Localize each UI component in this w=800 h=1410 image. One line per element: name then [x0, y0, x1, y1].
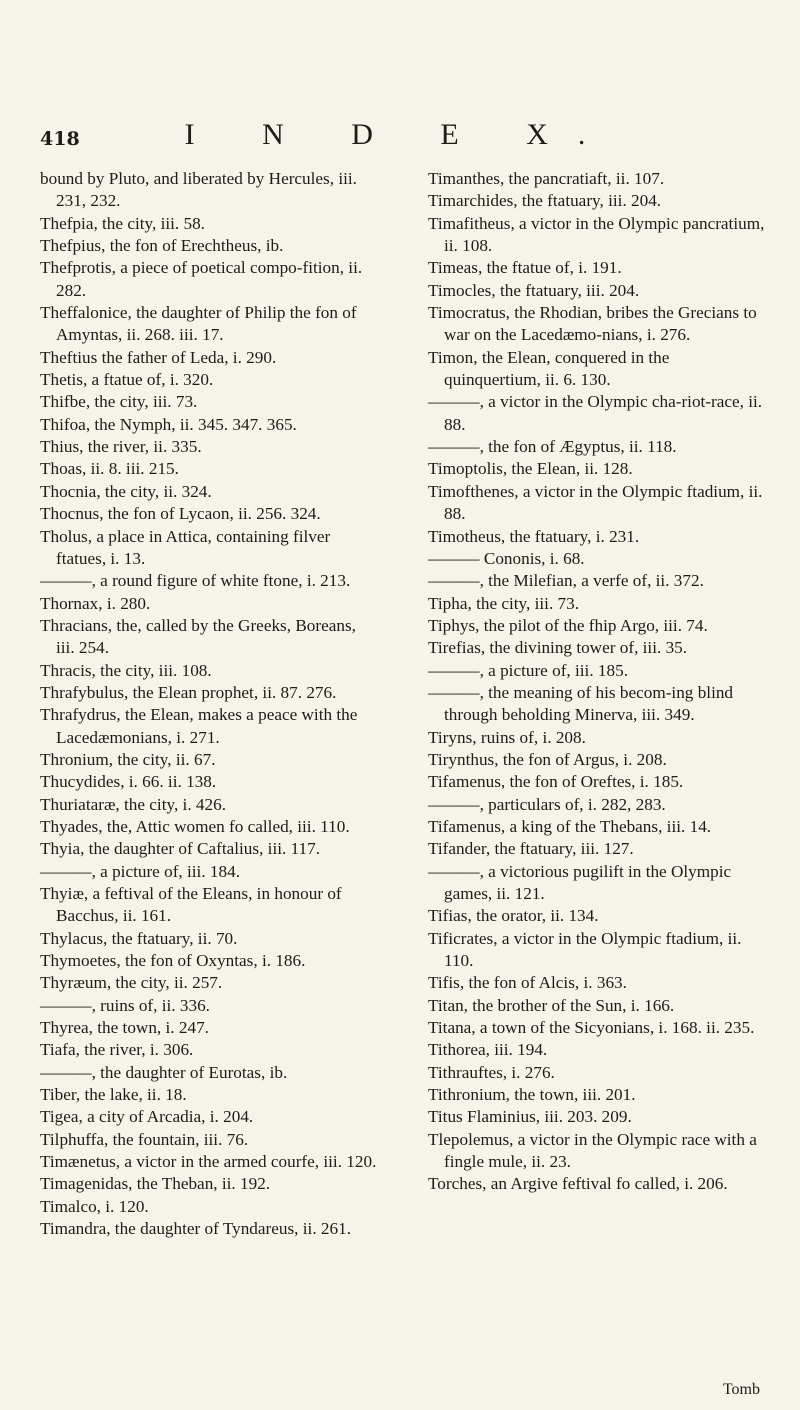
index-entry: Thifoa, the Nymph, ii. 345. 347. 365.	[40, 414, 297, 434]
catchword: Tomb	[722, 1381, 760, 1398]
index-entry: Thocnus, the fon of Lycaon, ii. 256. 324.	[40, 504, 321, 524]
index-entry: Thoas, ii. 8. iii. 215.	[40, 459, 179, 479]
index-entry: Tifander, the ftatuary, iii. 127.	[428, 839, 634, 859]
index-entry: Tifis, the fon of Alcis, i. 363.	[428, 973, 627, 993]
index-entry: Thyræum, the city, ii. 257.	[40, 973, 223, 993]
index-entry: Thornax, i. 280.	[40, 593, 151, 613]
index-entry: ———, the meaning of his becom-ing blind through beholding Minerva, iii. 349.	[428, 682, 734, 725]
index-entry: Torches, an Argive feftival fo called, i. 206.	[428, 1174, 728, 1194]
index-entry: Timænetus, a victor in the armed courfe, iii. 120.	[40, 1152, 377, 1172]
index-entry: Thifbe, the city, iii. 73.	[40, 392, 198, 412]
left-column	[40, 168, 378, 1241]
index-entry: Thracis, the city, iii. 108.	[40, 660, 212, 680]
index-entry: Thracians, the, called by the Greeks, Boreans, iii. 254.	[40, 615, 356, 658]
index-entry: ———, a victor in the Olympic cha-riot-race, ii. 88.	[428, 392, 763, 434]
index-entry: Thrafybulus, the Elean prophet, ii. 87. 276.	[40, 682, 337, 702]
index-entry: Timalco, i. 120.	[40, 1196, 149, 1216]
index-entry: Theffalonice, the daughter of Philip the fon of Amyntas, ii. 268. iii. 17.	[40, 303, 357, 345]
index-entry: Tigea, a city of Arcadia, i. 204.	[40, 1107, 254, 1127]
index-entry: Tithronium, the town, iii. 201.	[428, 1085, 636, 1105]
index-entry: Thyrea, the town, i. 247.	[40, 1018, 209, 1038]
index-entry: Timotheus, the ftatuary, i. 231.	[428, 526, 640, 546]
index-entry: Tiafa, the river, i. 306.	[40, 1040, 194, 1060]
index-entry: Thefpius, the fon of Erechtheus, ib.	[40, 236, 284, 256]
index-entry: Titana, a town of the Sicyonians, i. 168. ii. 235.	[428, 1018, 755, 1038]
index-entry: Timocratus, the Rhodian, bribes the Grecians to war on the Lacedæmo-nians, i. 276.	[428, 303, 757, 345]
index-entry: Timanthes, the pancratiaft, ii. 107.	[428, 169, 665, 188]
index-entry: Timocles, the ftatuary, iii. 204.	[428, 280, 640, 300]
index-entry: Thronium, the city, ii. 67.	[40, 749, 216, 769]
index-entry: Tilphuffa, the fountain, iii. 76.	[40, 1129, 249, 1149]
index-entry: Thrafydrus, the Elean, makes a peace with the Lacedæmonians, i. 271.	[40, 705, 358, 747]
index-entry: Thefprotis, a piece of poetical compo-fition, ii. 282.	[40, 258, 363, 300]
index-entry: ———, the Milefian, a verfe of, ii. 372.	[428, 571, 704, 591]
page-header	[40, 118, 760, 160]
index-entry: Tiphys, the pilot of the fhip Argo, iii. 74.	[428, 615, 708, 635]
index-entry: Tlepolemus, a victor in the Olympic race with a fingle mule, ii. 23.	[428, 1129, 757, 1172]
index-entry: Thyiæ, a feftival of the Eleans, in honour of Bacchus, ii. 161.	[40, 884, 342, 926]
index-entry: Tipha, the city, iii. 73.	[428, 593, 580, 613]
index-entry: Thymoetes, the fon of Oxyntas, i. 186.	[40, 951, 306, 971]
running-title: I N D E X.	[184, 118, 616, 151]
index-entry: Thius, the river, ii. 335.	[40, 437, 202, 457]
index-entry: Timagenidas, the Theban, ii. 192.	[40, 1174, 271, 1194]
index-entry: Thocnia, the city, ii. 324.	[40, 481, 212, 501]
index-entry: Timarchides, the ftatuary, iii. 204.	[428, 191, 662, 211]
index-entry: Thyades, the, Attic women fo called, iii. 110.	[40, 816, 350, 836]
index-entry: Timon, the Elean, conquered in the quinquertium, ii. 6. 130.	[428, 347, 670, 390]
index-entry: Tithrauftes, i. 276.	[428, 1062, 555, 1082]
index-entry: Theftius the father of Leda, i. 290.	[40, 347, 277, 367]
index-entry: Timofthenes, a victor in the Olympic ftadium, ii. 88.	[428, 481, 763, 524]
index-entry: Tirefias, the divining tower of, iii. 35.	[428, 638, 688, 658]
index-entry: ———, a picture of, iii. 185.	[428, 660, 629, 680]
index-entry: Tholus, a place in Attica, containing filver ftatues, i. 13.	[40, 526, 331, 568]
index-entry: Timafitheus, a victor in the Olympic pancratium, ii. 108.	[428, 213, 765, 256]
index-entry: ——— Cononis, i. 68.	[428, 548, 585, 568]
index-entry: Titus Flaminius, iii. 203. 209.	[428, 1107, 632, 1127]
index-entry: ———, the daughter of Eurotas, ib.	[40, 1062, 288, 1082]
index-entry: Tifamenus, the fon of Oreftes, i. 185.	[428, 772, 684, 792]
index-entry: Timandra, the daughter of Tyndareus, ii. 261.	[40, 1219, 351, 1239]
index-entry: Thefpia, the city, iii. 58.	[40, 213, 205, 233]
index-entry: Thyia, the daughter of Caftalius, iii. 117.	[40, 839, 321, 859]
index-entry: ———, a picture of, iii. 184.	[40, 861, 241, 881]
index-entry: Thetis, a ftatue of, i. 320.	[40, 370, 214, 390]
index-entry: Tifamenus, a king of the Thebans, iii. 14.	[428, 816, 712, 836]
index-entry: Timeas, the ftatue of, i. 191.	[428, 258, 622, 278]
index-entry: ———, the fon of Ægyptus, ii. 118.	[428, 437, 677, 457]
index-entry: Tiber, the lake, ii. 18.	[40, 1085, 187, 1105]
index-entry: Thuriataræ, the city, i. 426.	[40, 794, 226, 814]
index-entry: Tificrates, a victor in the Olympic ftadium, ii. 110.	[428, 928, 742, 971]
index-entry: Timoptolis, the Elean, ii. 128.	[428, 459, 633, 479]
index-entry: Tifias, the orator, ii. 134.	[428, 906, 599, 926]
index-entry: Thucydides, i. 66. ii. 138.	[40, 772, 217, 792]
page-number: 418	[40, 128, 80, 150]
index-entry: ———, a round figure of white ftone, i. 213.	[40, 571, 351, 591]
index-columns	[40, 168, 766, 1241]
index-entry: Tiryns, ruins of, i. 208.	[428, 727, 586, 747]
index-entry: ———, particulars of, i. 282, 283.	[428, 794, 666, 814]
index-entry: ———, a victorious pugilift in the Olympic games, ii. 121.	[428, 861, 732, 903]
index-entry: Tithorea, iii. 194.	[428, 1040, 548, 1060]
index-entry: bound by Pluto, and liberated by Hercules, iii. 231, 232.	[40, 169, 357, 211]
index-entry: Tirynthus, the fon of Argus, i. 208.	[428, 749, 667, 769]
right-column	[428, 168, 766, 1241]
index-entry: ———, ruins of, ii. 336.	[40, 995, 210, 1015]
index-entry: Titan, the brother of the Sun, i. 166.	[428, 995, 675, 1015]
index-entry: Thylacus, the ftatuary, ii. 70.	[40, 928, 238, 948]
